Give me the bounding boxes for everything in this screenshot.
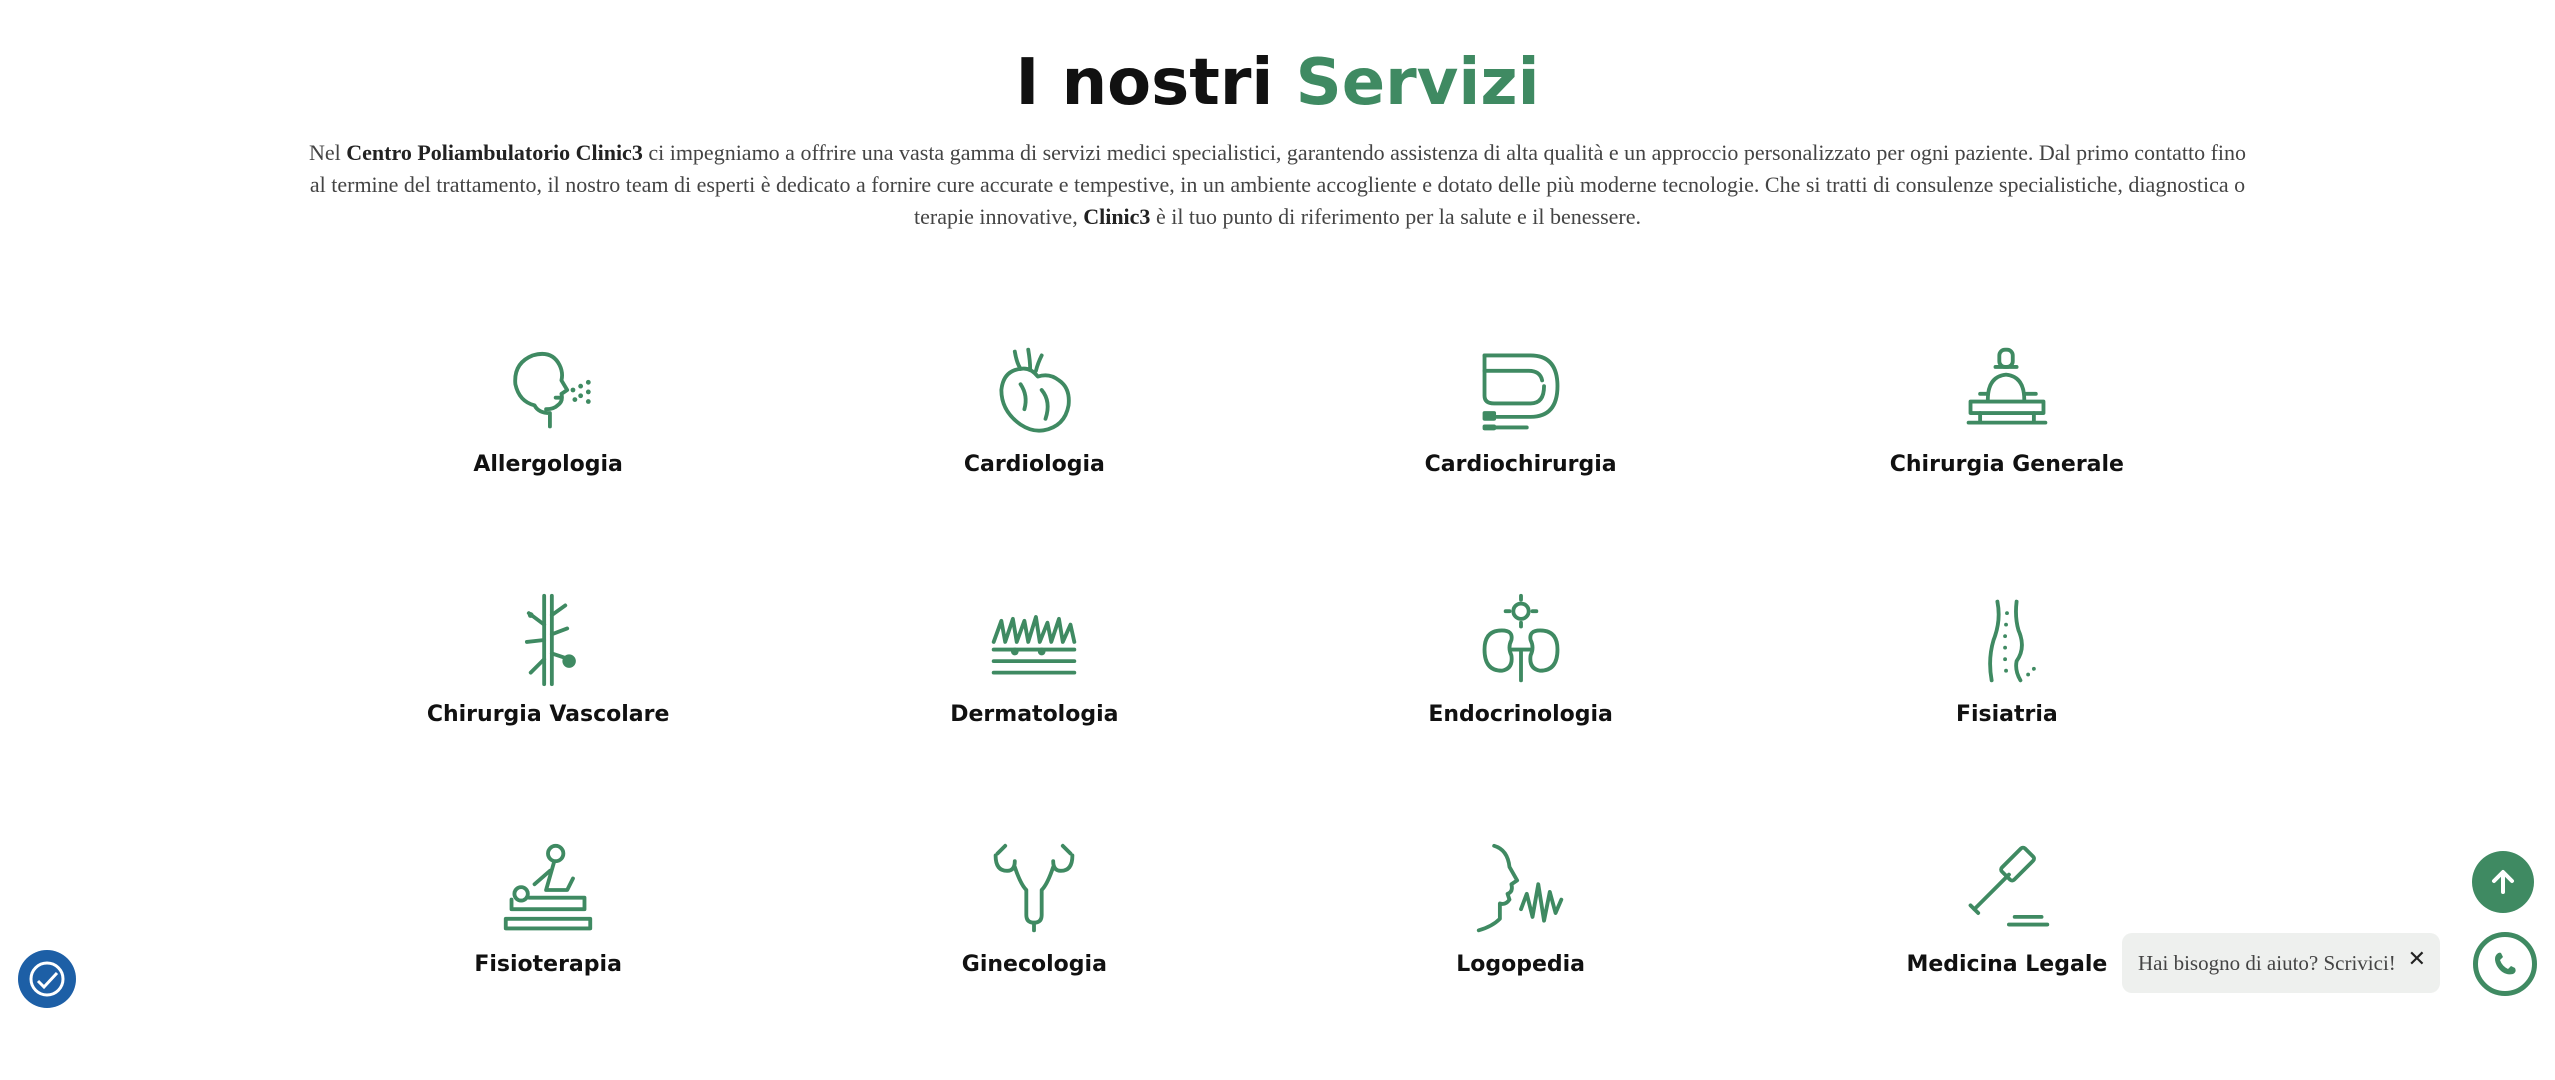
service-label: Ginecologia xyxy=(961,952,1107,977)
service-label: Cardiologia xyxy=(963,452,1105,477)
service-label: Chirurgia Generale xyxy=(1889,452,2124,477)
services-grid xyxy=(305,330,2250,1080)
service-label: Fisioterapia xyxy=(474,952,622,977)
kidneys-icon xyxy=(1473,592,1569,688)
service-label: Logopedia xyxy=(1456,952,1586,977)
intro-text-3: è il tuo punto di riferimento per la salute e il benessere. xyxy=(1150,204,1642,229)
intro-text xyxy=(300,137,2255,233)
massage-icon xyxy=(500,842,596,938)
chat-close-icon[interactable]: ✕ xyxy=(2407,947,2426,972)
service-dermatologia[interactable] xyxy=(791,580,1277,830)
title-part1: I nostri xyxy=(1015,46,1274,120)
service-label: Medicina Legale xyxy=(1906,952,2108,977)
service-ginecologia[interactable] xyxy=(791,830,1277,1080)
service-cardiochirurgia[interactable] xyxy=(1278,330,1764,580)
accessibility-button[interactable] xyxy=(18,950,76,1008)
service-logopedia[interactable] xyxy=(1278,830,1764,1080)
intro-text-2: ci impegniamo a offrire una vasta gamma di servizi medici specialistici, garantendo assistenza di alta qualità e un approccio personalizzato per ogni paziente. Dal primo contatto fino al termine del trattamento, il nostro team di esperti è dedicato a fornire cure accurate e tempestive, in un ambiente accogliente e dotato delle più moderne tecnologie. Che si tratti di consulenze specialistiche, diagnostica o terapie innovative, xyxy=(309,140,2247,229)
page-title xyxy=(0,42,2555,124)
whatsapp-button[interactable] xyxy=(2473,932,2537,996)
service-label: Dermatologia xyxy=(950,702,1119,727)
intro-text-1: Nel xyxy=(308,140,347,165)
uterus-icon xyxy=(986,842,1082,938)
surgeon-icon xyxy=(1959,342,2055,438)
heart-icon xyxy=(986,342,1082,438)
service-label: Chirurgia Vascolare xyxy=(426,702,670,727)
chat-text: Hai bisogno di aiuto? Scrivici! xyxy=(2138,951,2396,975)
allergy-icon xyxy=(500,342,596,438)
service-cardiologia[interactable] xyxy=(791,330,1277,580)
intro-bold-1: Centro Poliambulatorio Clinic3 xyxy=(346,140,643,165)
service-fisioterapia[interactable] xyxy=(305,830,791,1080)
skin-layers-icon xyxy=(986,592,1082,688)
arrow-up-icon xyxy=(2489,868,2517,896)
spine-icon xyxy=(1959,592,2055,688)
service-allergologia[interactable] xyxy=(305,330,791,580)
gavel-icon xyxy=(1959,842,2055,938)
scroll-to-top-button[interactable] xyxy=(2472,851,2534,913)
service-chirurgia-vascolare[interactable] xyxy=(305,580,791,830)
chat-bubble[interactable] xyxy=(2122,933,2440,993)
service-endocrinologia[interactable] xyxy=(1278,580,1764,830)
service-label: Fisiatria xyxy=(1955,702,2058,727)
accessibility-icon xyxy=(27,959,67,999)
service-chirurgia-generale[interactable] xyxy=(1764,330,2250,580)
whatsapp-icon xyxy=(2485,944,2525,984)
title-part2: Servizi xyxy=(1295,46,1540,120)
vessels-icon xyxy=(500,592,596,688)
service-fisiatria[interactable] xyxy=(1764,580,2250,830)
intro-bold-2: Clinic3 xyxy=(1083,204,1151,229)
service-label: Cardiochirurgia xyxy=(1424,452,1617,477)
service-label: Allergologia xyxy=(473,452,623,477)
pacemaker-icon xyxy=(1473,342,1569,438)
service-label: Endocrinologia xyxy=(1428,702,1613,727)
speech-icon xyxy=(1473,842,1569,938)
